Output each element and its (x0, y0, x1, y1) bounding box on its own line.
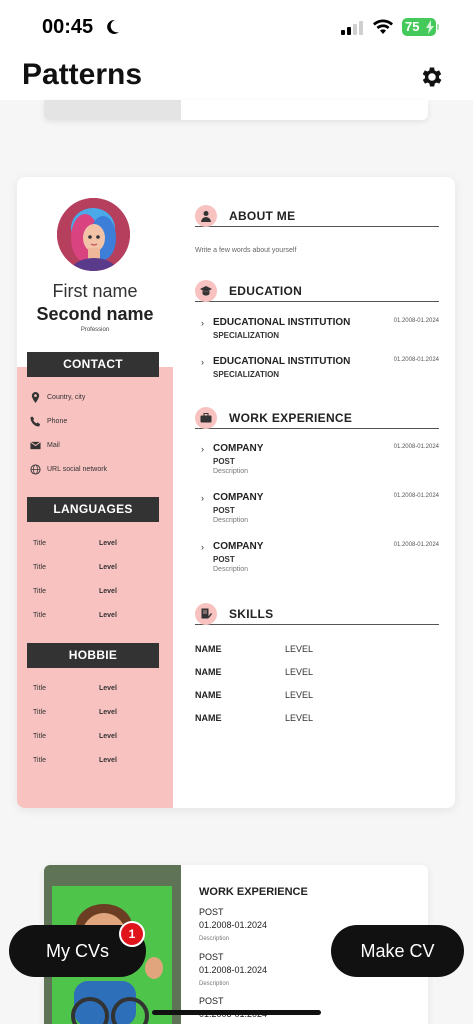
work-description: Description (213, 468, 249, 475)
contact-mail (30, 440, 60, 451)
cellular-signal-icon (341, 21, 363, 35)
work-heading (195, 405, 439, 429)
contact-url-text: URL social network (47, 466, 108, 473)
person-icon (200, 210, 212, 222)
company-name: COMPANY (213, 492, 264, 503)
skills-heading (195, 601, 439, 625)
language-title: Title (33, 540, 46, 547)
my-cvs-count-badge: 1 (119, 921, 145, 947)
status-time: 00:45 (42, 16, 94, 38)
language-row (33, 612, 153, 619)
chevron-right-icon: › (201, 357, 204, 367)
language-title: Title (33, 612, 46, 619)
skill-name: NAME (195, 713, 222, 723)
company-name: COMPANY (213, 541, 264, 552)
battery-indicator (402, 18, 436, 36)
battery-tip (437, 24, 439, 30)
next-card-date: 01.2008-01.2024 (199, 920, 268, 930)
skill-level: LEVEL (285, 667, 314, 677)
hobbie-level: Level (99, 685, 117, 692)
hobbie-level: Level (99, 733, 117, 740)
hobbie-row (33, 685, 153, 692)
skill-row (195, 667, 314, 677)
make-cv-button[interactable]: Make CV (331, 925, 464, 977)
skill-name: NAME (195, 690, 222, 700)
location-pin-icon (30, 392, 41, 403)
hobbie-row (33, 709, 153, 716)
about-heading (195, 203, 439, 227)
globe-icon (30, 464, 41, 475)
graduation-cap-icon (200, 285, 212, 297)
contact-heading: CONTACT (27, 352, 159, 377)
hobbie-title: Title (33, 757, 46, 764)
wifi-icon (372, 18, 394, 35)
post: POST (213, 457, 235, 466)
specialization: SPECIALIZATION (213, 370, 280, 379)
education-heading (195, 278, 439, 302)
work-date: 01.2008-01.2024 (393, 542, 439, 548)
skill-row (195, 713, 314, 723)
mail-icon (30, 440, 41, 451)
skill-row (195, 690, 314, 700)
education-title: EDUCATION (229, 284, 303, 298)
battery-level: 75 (405, 19, 420, 34)
language-level: Level (99, 540, 117, 547)
hobbie-title: Title (33, 685, 46, 692)
about-text: Write a few words about yourself (195, 247, 297, 254)
contact-phone-text: Phone (47, 418, 68, 425)
my-cvs-button[interactable]: My CVs (9, 925, 146, 977)
first-name: First name (52, 281, 138, 301)
cv-right-column (173, 177, 455, 808)
institution-name: EDUCATIONAL INSTITUTION (213, 356, 351, 367)
page-title: Patterns (22, 58, 143, 91)
skill-level: LEVEL (285, 644, 314, 654)
next-card-desc: Description (199, 981, 230, 987)
post: POST (213, 506, 235, 515)
next-card-work-title: WORK EXPERIENCE (199, 886, 308, 898)
language-row (33, 588, 153, 595)
phone-icon (30, 416, 41, 427)
hobbie-heading: HOBBIE (27, 643, 159, 668)
language-row (33, 540, 153, 547)
language-level: Level (99, 588, 117, 595)
home-indicator[interactable] (152, 1010, 321, 1015)
language-title: Title (33, 564, 46, 571)
work-date: 01.2008-01.2024 (393, 444, 439, 450)
chevron-right-icon: › (201, 542, 204, 552)
next-card-post: POST (199, 952, 224, 962)
skill-name: NAME (195, 644, 222, 654)
hobbie-row (33, 757, 153, 764)
language-title: Title (33, 588, 46, 595)
contact-location (30, 392, 85, 403)
briefcase-icon (200, 412, 212, 424)
cv-left-column (17, 177, 173, 808)
language-level: Level (99, 612, 117, 619)
hobbie-level: Level (99, 709, 117, 716)
next-card-post: POST (199, 907, 224, 917)
skill-name: NAME (195, 667, 222, 677)
contact-mail-text: Mail (47, 442, 60, 449)
next-card-date: 01.2008-01.2024 (199, 965, 268, 975)
hobbie-row (33, 733, 153, 740)
next-card-desc: Description (199, 936, 230, 942)
specialization: SPECIALIZATION (213, 331, 280, 340)
company-name: COMPANY (213, 443, 264, 454)
skills-title: SKILLS (229, 607, 274, 621)
work-description: Description (213, 517, 249, 524)
hobbie-title: Title (33, 733, 46, 740)
cv-template-card[interactable] (17, 177, 455, 808)
language-level: Level (99, 564, 117, 571)
previous-template-card[interactable] (44, 100, 428, 120)
skill-level: LEVEL (285, 690, 314, 700)
avatar (57, 198, 130, 271)
charging-bolt-icon (426, 20, 434, 34)
chevron-right-icon: › (201, 318, 204, 328)
education-date: 01.2008-01.2024 (393, 357, 439, 363)
moon-icon (104, 19, 120, 35)
work-date: 01.2008-01.2024 (393, 493, 439, 499)
contact-phone (30, 416, 67, 427)
chevron-right-icon: › (201, 444, 204, 454)
hobbie-level: Level (99, 757, 117, 764)
app-header (0, 52, 473, 100)
work-title: WORK EXPERIENCE (229, 411, 353, 425)
work-description: Description (213, 566, 249, 573)
hobbie-title: Title (33, 709, 46, 716)
profession: Profession (80, 327, 110, 333)
skill-level: LEVEL (285, 713, 314, 723)
language-row (33, 564, 153, 571)
chevron-right-icon: › (201, 493, 204, 503)
contact-location-text: Country, city (47, 394, 86, 401)
languages-heading: LANGUAGES (27, 497, 159, 522)
skill-row (195, 644, 314, 654)
contact-url (30, 464, 107, 475)
gear-icon[interactable] (419, 64, 445, 90)
education-date: 01.2008-01.2024 (393, 318, 439, 324)
next-card-post: POST (199, 996, 224, 1006)
about-title: ABOUT ME (229, 209, 296, 223)
institution-name: EDUCATIONAL INSTITUTION (213, 317, 351, 328)
second-name: Second name (36, 304, 154, 324)
skills-document-icon (200, 608, 212, 620)
post: POST (213, 555, 235, 564)
status-bar (0, 0, 473, 52)
